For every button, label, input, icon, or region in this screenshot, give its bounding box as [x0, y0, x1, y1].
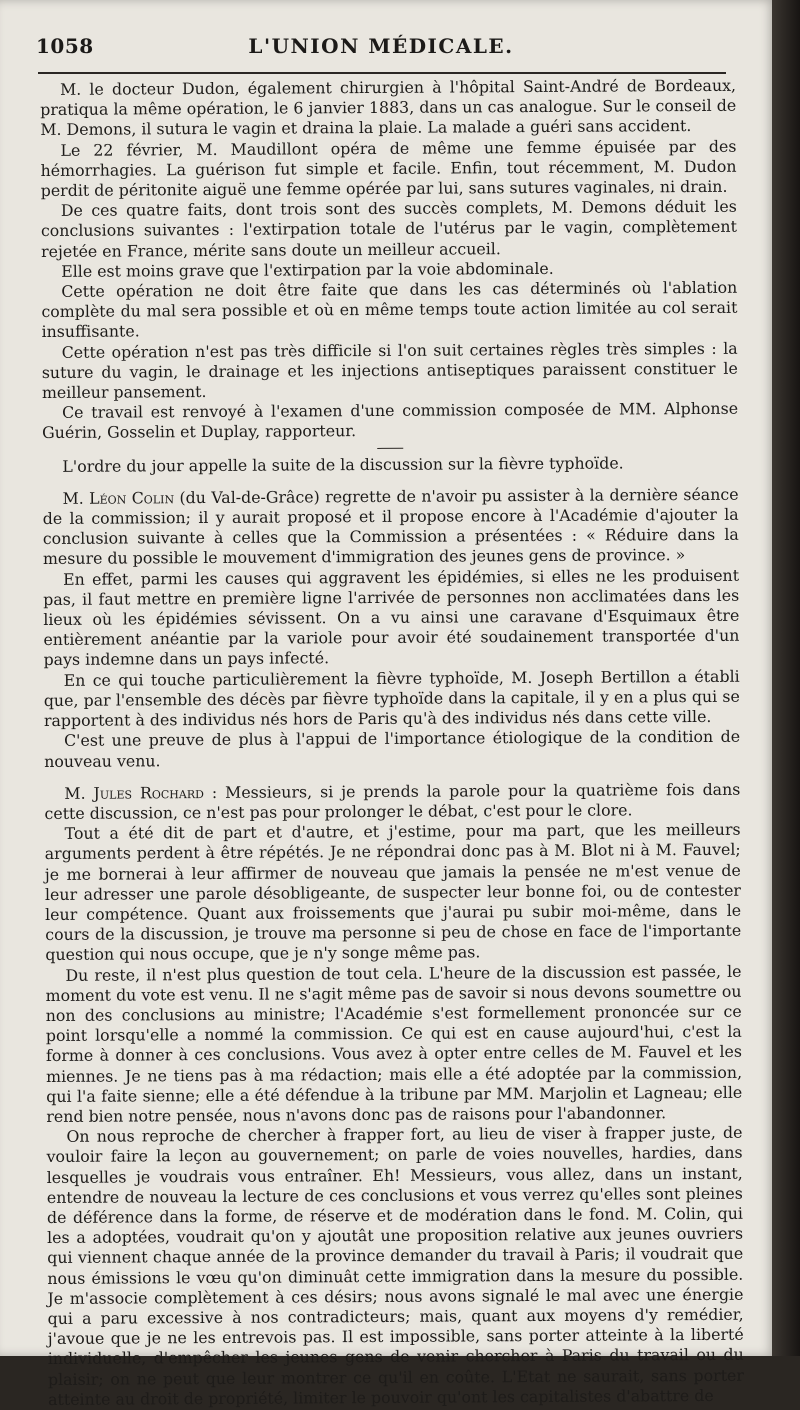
- book-spine: [772, 0, 800, 1356]
- paragraph: En ce qui touche particulièrement la fièvre typhoïde, M. Joseph Bertillon a établi que, par l'ensemble des décès par fièvre typhoïde dans la capitale, il y en a plus qui se rapportent à des individus nés hors de Paris qu'à des individus nés dans cette ville.: [43, 666, 740, 731]
- paragraph: Le 22 février, M. Maudillont opéra de même une femme épuisée par des hémorrhagies. La guérison fut simple et facile. Enfin, tout récemment, M. Dudon perdit de péritonite aiguë une femme opérée par lui, sans sutures vaginales, ni drain.: [40, 136, 737, 201]
- paragraph: De ces quatre faits, dont trois sont des succès complets, M. Demons déduit les conclusions suivantes : l'extirpation totale de l'utérus par le vagin, complètement rejetée en France, mérite sans doute un meilleur accueil.: [40, 196, 737, 261]
- paragraph: Cette opération ne doit être faite que dans les cas déterminés où l'ablation complète du mal sera possible et où en même temps toute action limitée au col serait insuffisante.: [41, 277, 738, 342]
- speaker-name: M. Jules Rochard: [64, 782, 204, 803]
- paragraph: Ce travail est renvoyé à l'examen d'une commission composée de MM. Alphonse Guérin, Gosselin et Duplay, rapporteur.: [42, 398, 739, 443]
- speaker-paragraph: [44, 779, 740, 824]
- section-separator: [377, 447, 403, 448]
- page-header: [36, 34, 726, 64]
- paragraph: Tout a été dit de part et d'autre, et j'estime, pour ma part, que les meilleurs arguments perdent à être répétés. Je ne répondrai donc pas à M. Blot ni à M. Fauvel; je me bornerai à leur affirmer de nouveau que jamais la pensée ne m'est venue de leur adresser une parole désobligeante, de suspecter leur bonne foi, ou de contester leur compétence. Quant aux froissements que j'aurai pu subir moi-même, dans le cours de la discussion, je trouve ma personne si peu de chose en face de l'importante question qui nous occupe, que je n'y songe même pas.: [44, 819, 742, 965]
- paragraph: C'est une preuve de plus à l'appui de l'importance étiologique de la condition de nouveau venu.: [44, 727, 741, 771]
- speaker-name: M. Léon Colin: [62, 488, 175, 508]
- paragraph-text: (du Val-de-Grâce) regrette de n'avoir pu assister à la dernière séance de la commission; il y aurait proposé et il propose encore à l'Académie d'ajouter la conclusion suivante à celles que la Commission a présentées : « Réduire dans la mesure du possible le mouvement d'immigration des jeunes gens de province. »: [42, 484, 739, 569]
- paragraph-text: : Messieurs, si je prends la parole pour la quatrième fois dans cette discussion, ce n'est pas pour prolonger le débat, c'est pour le clore.: [44, 779, 741, 823]
- article-body: [40, 76, 744, 1410]
- paragraph: M. le docteur Dudon, également chirurgien à l'hôpital Saint-André de Bordeaux, pratiqua la même opération, le 6 janvier 1883, dans un cas analogue. Sur le conseil de M. Demons, il sutura le vagin et draina la plaie. La malade a guéri sans accident.: [40, 75, 737, 140]
- page-number: 1058: [36, 34, 94, 58]
- speaker-paragraph: [42, 485, 738, 570]
- paragraph: Du reste, il n'est plus question de tout cela. L'heure de la discussion est passée, le moment du vote est venu. Il ne s'agit même pas de savoir si nous devons soumettre ou non des conclusions au ministre; l'Académie s'est formellement prononcée sur ce point lorsqu'elle a nommé la commission. Ce qui est en cause aujourd'hui, c'est la forme à donner à ces conclusions. Vous avez à opter entre celles de M. Fauvel et les miennes. Je ne tiens pas à ma rédaction; mais elle a été adoptée par la commission, qui l'a faite sienne; elle a été défendue à la tribune par MM. Marjolin et Lagneau; elle rend bien notre pensée, nous n'avons donc pas de raisons pour l'abandonner.: [45, 961, 743, 1126]
- running-title: L'UNION MÉDICALE.: [248, 34, 514, 58]
- paragraph: Elle est moins grave que l'extirpation par la voie abdominale.: [61, 258, 554, 281]
- paragraph: Cette opération n'est pas très difficile si l'on suit certaines règles très simples : la suture du vagin, le drainage et les injections antiseptiques paraissent constituer le meilleur pansement.: [41, 338, 738, 403]
- header-rule: [38, 72, 726, 74]
- paragraph: En effet, parmi les causes qui aggravent les épidémies, si elles ne les produisent pas, il faut mettre en première ligne l'arrivée de personnes non acclimatées dans les lieux où les épidémies sévissent. On a vu ainsi une caravane d'Esquimaux être entièrement anéantie par la variole pour avoir été soudainement transportée d'un pays indemne dans un pays infecté.: [43, 565, 740, 670]
- paragraph: On nous reproche de chercher à frapper fort, au lieu de viser à frapper juste, de vouloir faire la leçon au gouvernement; on parle de voies nouvelles, hardies, dans lesquelles je voudrais vous entraîner. Eh! Messieurs, vous allez, dans un instant, entendre de nouveau la lecture de ces conclusions et vous verrez qu'elles sont pleines de déférence dans la forme, de réserve et de modération dans le fond. M. Colin, qui les a adoptées, voudrait qu'on y ajoutât une proposition relative aux jeunes ouvriers qui viennent chaque année de la province demander du travail à Paris; il voudrait que nous émissions le vœu qu'on diminuât cette immigration dans la mesure du possible. Je m'associe complètement à ces désirs; nous avons signalé le mal avec une énergie qui a paru excessive à nos contradicteurs; mais, quant aux moyens d'y remédier, j'avoue que je ne les entrevois pas. Il est impossible, sans porter atteinte à la liberté individuelle, d'empêcher les jeunes gens de venir chercher à Paris du travail ou du plaisir; on ne peut que leur montrer ce qu'il en coûte. L'Etat ne saurait, sans porter atteinte au droit de propriété, limiter le pouvoir qu'ont les capitalistes d'abattre de: [46, 1122, 744, 1409]
- paragraph: L'ordre du jour appelle la suite de la discussion sur la fièvre typhoïde.: [62, 453, 624, 476]
